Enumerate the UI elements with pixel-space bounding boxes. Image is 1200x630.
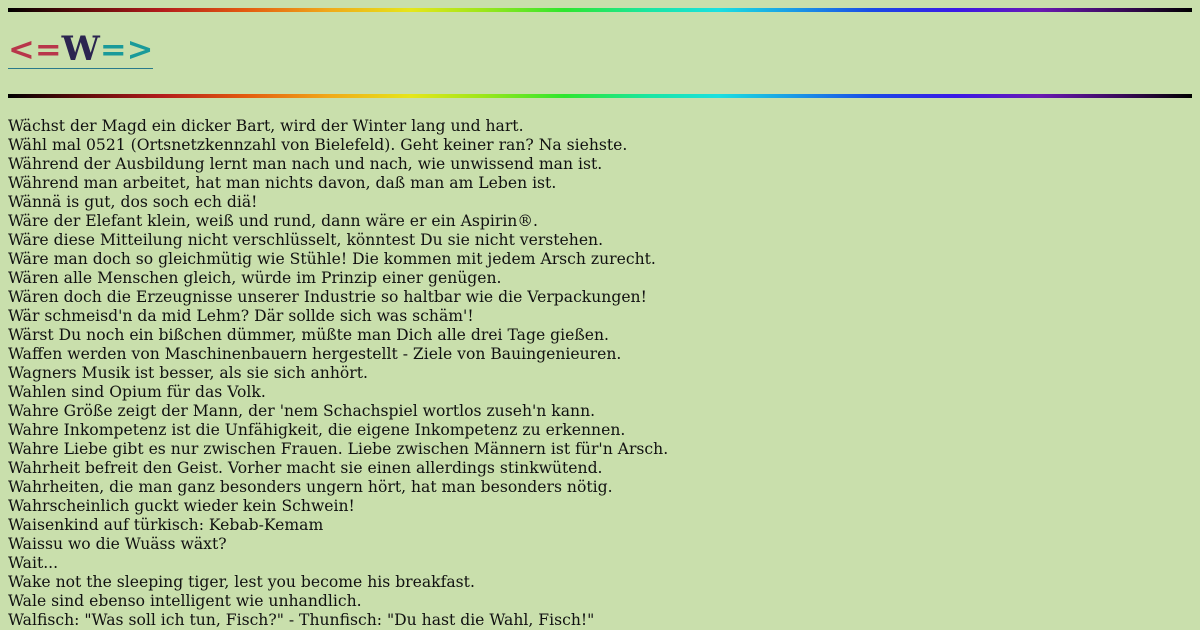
- quote-line: Wait...: [8, 554, 59, 572]
- quote-line: Wahrheiten, die man ganz besonders ungern hört, hat man besonders nötig.: [8, 478, 613, 496]
- quote-line: Während der Ausbildung lernt man nach und nach, wie unwissend man ist.: [8, 155, 603, 173]
- quote-line: Wale sind ebenso intelligent wie unhandlich.: [8, 592, 362, 610]
- quote-line: Waisenkind auf türkisch: Kebab-Kemam: [8, 516, 324, 534]
- quote-line: Wake not the sleeping tiger, lest you become his breakfast.: [8, 573, 475, 591]
- quote-line: Wahre Größe zeigt der Mann, der 'nem Schachspiel wortlos zuseh'n kann.: [8, 402, 596, 420]
- quote-line: Wahre Inkompetenz ist die Unfähigkeit, die eigene Inkompetenz zu erkennen.: [8, 421, 626, 439]
- quote-line: Wähl mal 0521 (Ortsnetzkennzahl von Bielefeld). Geht keiner ran? Na siehste.: [8, 136, 628, 154]
- logo-left-arrow: <=: [8, 30, 62, 68]
- quote-line: Wahrheit befreit den Geist. Vorher macht sie einen allerdings stinkwütend.: [8, 459, 603, 477]
- logo-right-arrow: =>: [99, 30, 154, 68]
- quote-line: Wäre diese Mitteilung nicht verschlüsselt, könntest Du sie nicht verstehen.: [8, 231, 604, 249]
- quote-line: Wahrscheinlich guckt wieder kein Schwein!: [8, 497, 355, 515]
- quote-line: Wärst Du noch ein bißchen dümmer, müßte man Dich alle drei Tage gießen.: [8, 326, 609, 344]
- quote-line: Wagners Musik ist besser, als sie sich anhört.: [8, 364, 368, 382]
- quote-line: Wahlen sind Opium für das Volk.: [8, 383, 266, 401]
- quote-line: Wäre der Elefant klein, weiß und rund, dann wäre er ein Aspirin®.: [8, 212, 538, 230]
- home-logo-link[interactable]: [8, 30, 153, 69]
- quote-list: [8, 117, 1192, 630]
- logo-letter: W: [61, 29, 100, 69]
- quote-line: Während man arbeitet, hat man nichts davon, daß man am Leben ist.: [8, 174, 557, 192]
- quote-line: Walfisch: "Was soll ich tun, Fisch?" - Thunfisch: "Du hast die Wahl, Fisch!": [8, 611, 595, 629]
- quote-line: Waissu wo die Wuäss wäxt?: [8, 535, 227, 553]
- quote-line: Wäre man doch so gleichmütig wie Stühle! Die kommen mit jedem Arsch zurecht.: [8, 250, 656, 268]
- quote-line: Wännä is gut, dos soch ech diä!: [8, 193, 258, 211]
- quote-line: Wahre Liebe gibt es nur zwischen Frauen. Liebe zwischen Männern ist für'n Arsch.: [8, 440, 669, 458]
- rainbow-divider-bottom: [8, 94, 1192, 98]
- quote-line: Wächst der Magd ein dicker Bart, wird der Winter lang und hart.: [8, 117, 524, 135]
- quote-line: Waffen werden von Maschinenbauern hergestellt - Ziele von Bauingenieuren.: [8, 345, 622, 363]
- quote-line: Wären doch die Erzeugnisse unserer Industrie so haltbar wie die Verpackungen!: [8, 288, 647, 306]
- rainbow-divider-top: [8, 8, 1192, 12]
- quote-line: Wären alle Menschen gleich, würde im Prinzip einer genügen.: [8, 269, 502, 287]
- quote-line: Wär schmeisd'n da mid Lehm? Där sollde sich was schäm'!: [8, 307, 474, 325]
